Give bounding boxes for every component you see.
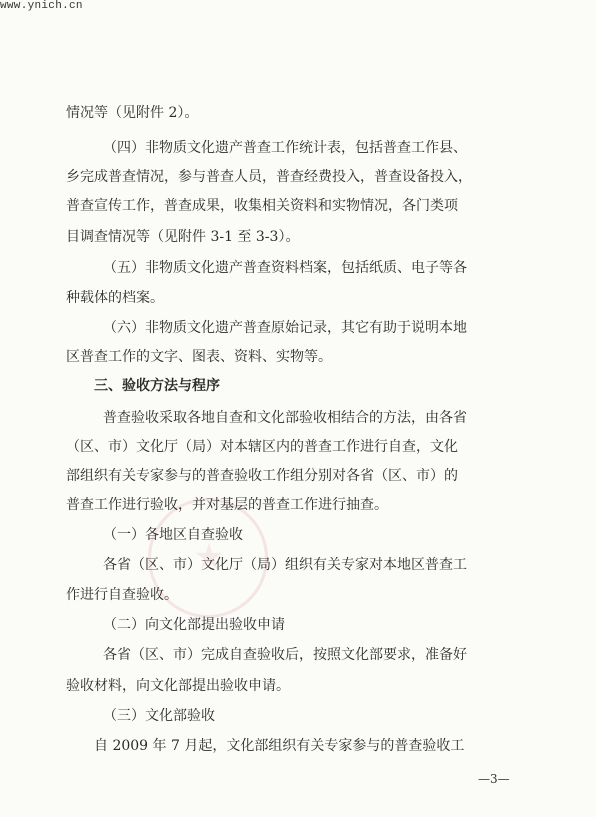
text-line: 部组织有关专家参与的普查验收工作组分别对各省（区、市）的 [66, 468, 458, 484]
text-line: 种载体的档案。 [66, 290, 164, 306]
page-number: —3— [478, 772, 510, 786]
text-line: 验收材料，向文化部提出验收申请。 [66, 678, 290, 694]
watermark-url: www.ynich.cn [0, 0, 83, 12]
text-line: 各省（区、市）完成自查验收后，按照文化部要求，准备好 [103, 647, 467, 663]
text-line: 区普查工作的文字、图表、资料、实物等。 [66, 349, 332, 365]
text-line: （四）非物质文化遗产普查工作统计表，包括普查工作县、 [103, 140, 467, 156]
text-line: （区、市）文化厅（局）对本辖区内的普查工作进行自查，文化 [66, 439, 458, 455]
subsection-heading: （三）文化部验收 [103, 708, 215, 724]
subsection-heading: （一）各地区自查验收 [103, 527, 243, 543]
text-line: 情况等（见附件 2）。 [66, 105, 199, 121]
text-line: 目调查情况等（见附件 3-1 至 3-3）。 [66, 229, 300, 245]
section-heading: 三、验收方法与程序 [94, 378, 220, 394]
text-line: 乡完成普查情况，参与普查人员，普查经费投入，普查设备投入， [66, 169, 472, 185]
text-line: 普查工作进行验收，并对基层的普查工作进行抽查。 [66, 497, 388, 513]
subsection-heading: （二）向文化部提出验收申请 [103, 617, 285, 633]
text-line: 普查验收采取各地自查和文化部验收相结合的方法，由各省 [103, 410, 467, 426]
text-line: 自 2009 年 7 月起，文化部组织有关专家参与的普查验收工 [94, 738, 465, 754]
text-line: （五）非物质文化遗产普查资料档案，包括纸质、电子等各 [103, 260, 467, 276]
text-line: 各省（区、市）文化厅（局）组织有关专家对本地区普查工 [103, 557, 467, 573]
text-line: 普查宣传工作，普查成果，收集相关资料和实物情况，各门类项 [66, 198, 458, 214]
text-line: 作进行自查验收。 [66, 587, 178, 603]
text-line: （六）非物质文化遗产普查原始记录，其它有助于说明本地 [103, 320, 467, 336]
